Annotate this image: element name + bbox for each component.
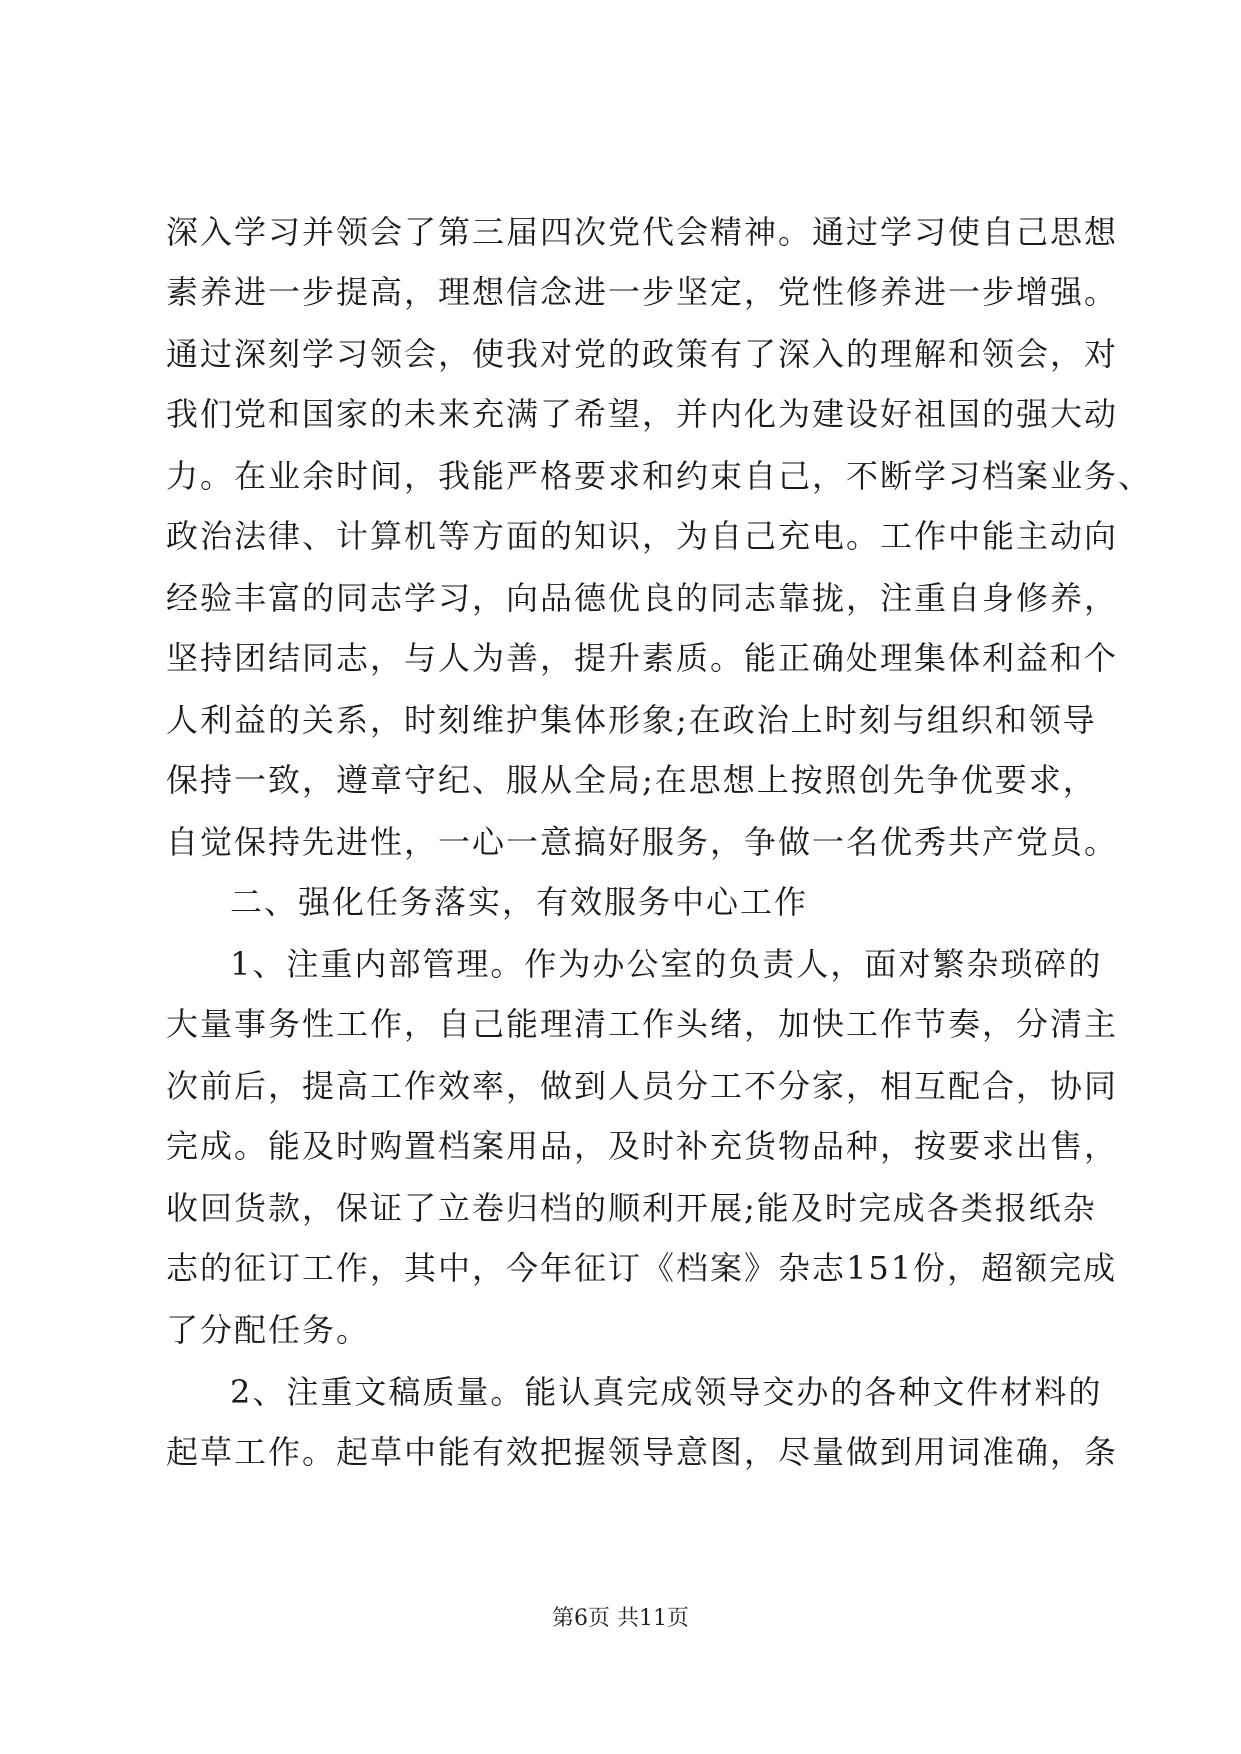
text-line: 我们党和国家的未来充满了希望，并内化为建设好祖国的强大动 <box>166 395 1119 433</box>
text-line: 自觉保持先进性，一心一意搞好服务，争做一名优秀共产党员。 <box>166 823 1119 861</box>
text-line: 保持一致，遵章守纪、服从全局;在思想上按照创先争优要求， <box>166 761 1097 799</box>
text-line: 收回货款，保证了立卷归档的顺利开展;能及时完成各类报纸杂 <box>166 1189 1097 1227</box>
text-line: 人利益的关系，时刻维护集体形象;在政治上时刻与组织和领导 <box>166 701 1097 739</box>
text-line: 完成。能及时购置档案用品，及时补充货物品种，按要求出售， <box>166 1127 1119 1165</box>
page-footer: 第6页 共11页 <box>552 1606 689 1631</box>
text-line: 坚持团结同志，与人为善，提升素质。能正确处理集体利益和个 <box>166 639 1119 677</box>
text-line: 深入学习并领会了第三届四次党代会精神。通过学习使自己思想 <box>166 213 1119 251</box>
text-line: 素养进一步提高，理想信念进一步坚定，党性修养进一步增强。 <box>166 273 1119 311</box>
text-line: 通过深刻学习领会，使我对党的政策有了深入的理解和领会，对 <box>166 335 1119 373</box>
text-line: 经验丰富的同志学习，向品德优良的同志靠拢，注重自身修养， <box>166 579 1119 617</box>
text-line: 了分配任务。 <box>166 1311 371 1349</box>
text-line: 大量事务性工作，自己能理清工作头绪，加快工作节奏，分清主 <box>166 1005 1119 1043</box>
text-line: 政治法律、计算机等方面的知识，为自己充电。工作中能主动向 <box>166 517 1119 555</box>
paragraph-start-line: 1、注重内部管理。作为办公室的负责人，面对繁杂琐碎的 <box>230 945 1103 983</box>
text-line: 志的征订工作，其中，今年征订《档案》杂志151份，超额完成 <box>166 1249 1118 1287</box>
section-heading: 二、强化任务落实，有效服务中心工作 <box>230 883 809 921</box>
text-line: 起草工作。起草中能有效把握领导意图，尽量做到用词准确，条 <box>166 1433 1119 1471</box>
paragraph-start-line: 2、注重文稿质量。能认真完成领导交办的各种文件材料的 <box>230 1373 1103 1411</box>
text-line: 力。在业余时间，我能严格要求和约束自己，不断学习档案业务、 <box>166 457 1153 495</box>
text-line: 次前后，提高工作效率，做到人员分工不分家，相互配合，协同 <box>166 1067 1119 1105</box>
